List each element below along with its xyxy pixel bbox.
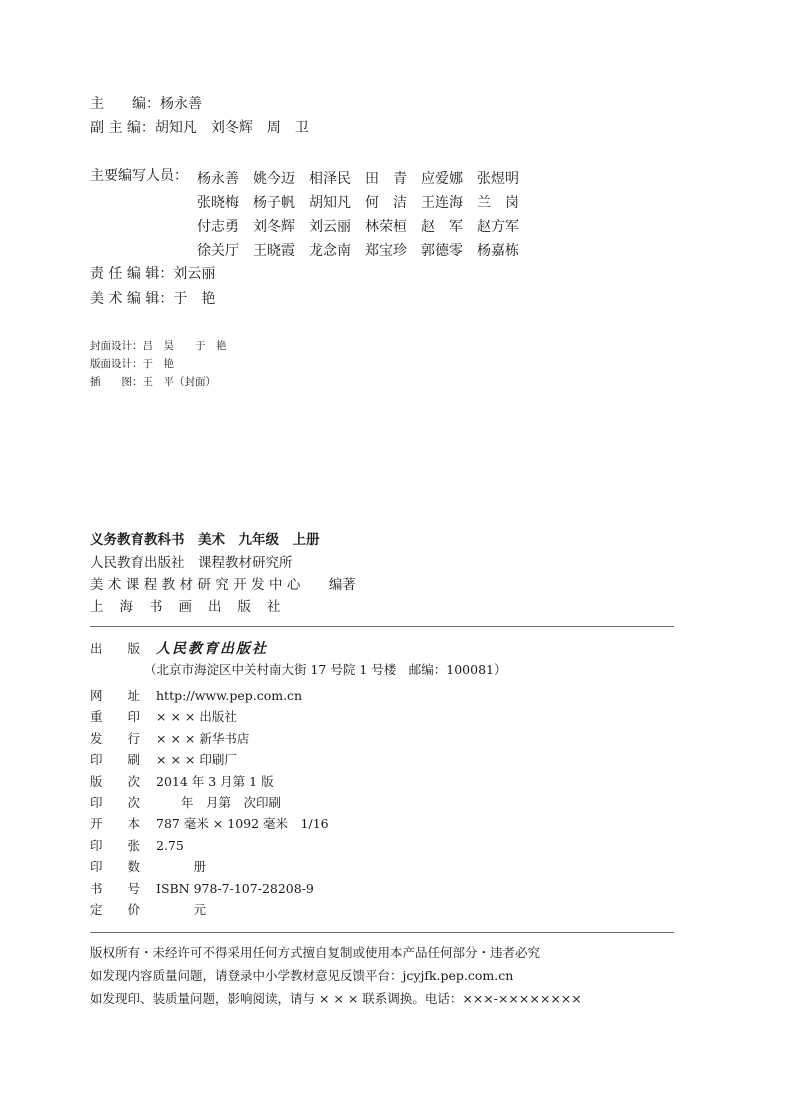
imprint-value: 2.75: [156, 837, 184, 853]
imprint-value: × × × 新华书店: [156, 730, 250, 746]
responsible-editor-value: 刘云丽: [173, 266, 216, 282]
publisher-address: （北京市海淀区中关村南大街 17 号院 1 号楼 邮编：100081）: [144, 662, 507, 677]
imprint-row: [90, 899, 329, 920]
imprint-label: 重 印: [90, 709, 141, 725]
content-feedback-notice: 如发现内容质量问题，请登录中小学教材意见反馈平台：jcyjfk.pep.com.cn: [90, 968, 514, 983]
writer-name: 郭德零: [421, 243, 463, 259]
imprint-label: 书 号: [90, 880, 141, 896]
writer-name: 杨子帆: [253, 195, 295, 211]
imprint-row: [90, 792, 329, 813]
imprint-row: [90, 835, 329, 856]
cover-design-credit: 封面设计：吕 昊 于 艳: [90, 340, 227, 352]
writer-name: 何 洁: [365, 195, 407, 211]
deputy-editor-line: [90, 119, 309, 137]
imprint-label: 印 张: [90, 837, 141, 853]
chief-editor-label: 主 编：: [90, 96, 160, 112]
copyright-notice: 版权所有・未经许可不得采用任何方式擅自复制或使用本产品任何部分・违者必究: [90, 945, 541, 960]
imprint-table: [90, 685, 329, 920]
writer-name: 兰 岗: [477, 195, 519, 211]
writers-row: [197, 167, 533, 191]
writer-name: 应爱娜: [421, 171, 463, 187]
imprint-value: 2014 年 3 月第 1 版: [156, 773, 274, 789]
writer-name: 林荣桓: [365, 219, 407, 235]
writer-name: 王晓霞: [253, 243, 295, 259]
writers-grid: [197, 167, 533, 263]
writers-row: [197, 191, 533, 215]
writer-name: 郑宝珍: [365, 243, 407, 259]
writers-row: [197, 215, 533, 239]
imprint-value: ISBN 978-7-107-28208-9: [156, 880, 314, 896]
imprint-label: 出 版: [90, 641, 141, 656]
imprint-value: http://www.pep.com.cn: [156, 688, 303, 703]
writer-name: 付志勇: [197, 219, 239, 235]
writer-name: 胡知凡: [309, 195, 351, 211]
divider-top: [90, 626, 674, 627]
art-editor-label: 美 术 编 辑：: [90, 291, 174, 307]
imprint-row: [90, 856, 329, 877]
imprint-row: [90, 685, 329, 706]
imprint-row: [90, 728, 329, 749]
imprint-publisher-line: [90, 641, 268, 657]
print-feedback-notice: 如发现印、装质量问题，影响阅读，请与 × × × 联系调换。电话：×××-××××××××: [90, 991, 582, 1006]
imprint-row: [90, 749, 329, 770]
writer-name: 龙念南: [309, 243, 351, 259]
chief-editor-value: 杨永善: [160, 96, 202, 112]
imprint-value: 年 月第 次印刷: [156, 795, 282, 811]
chief-editor-line: [90, 95, 202, 113]
divider-bottom: [90, 932, 674, 933]
writer-name: 杨嘉栋: [477, 243, 519, 259]
imprint-value: 册: [156, 859, 207, 875]
publisher-logo: 人民教育出版社: [156, 641, 268, 657]
book-org-2: 美术课程教材研究开发中心: [90, 577, 305, 593]
writer-name: 刘云丽: [309, 219, 351, 235]
imprint-value: 787 毫米 × 1092 毫米 1/16: [156, 816, 329, 832]
imprint-label: 发 行: [90, 730, 141, 746]
imprint-row: [90, 878, 329, 899]
illustration-credit: 插 图：王 平（封面）: [90, 376, 216, 388]
writer-name: 相泽民: [309, 171, 351, 187]
writer-name: 田 青: [365, 171, 407, 187]
writer-name: 张晓梅: [197, 195, 239, 211]
book-series-title: 义务教育教科书 美术 九年级 上册: [90, 532, 320, 548]
book-org-1: 人民教育出版社 课程教材研究所: [90, 555, 293, 571]
imprint-row: [90, 813, 329, 834]
imprint-value: × × × 出版社: [156, 709, 237, 725]
writer-name: 王连海: [421, 195, 463, 211]
imprint-row: [90, 706, 329, 727]
imprint-value: × × × 印刷厂: [156, 752, 237, 768]
layout-design-credit: 版面设计：于 艳: [90, 358, 174, 370]
art-editor-line: [90, 290, 215, 308]
deputy-editor-value: 胡知凡 刘冬辉 周 卫: [154, 120, 309, 136]
book-org-3: 上海书画出版社: [90, 599, 297, 615]
imprint-label: 开 本: [90, 816, 141, 832]
imprint-label: 网 址: [90, 688, 141, 703]
imprint-row: [90, 771, 329, 792]
writer-name: 赵 军: [421, 219, 463, 235]
book-org-2-suffix: 编著: [328, 577, 356, 593]
writer-name: 杨永善: [197, 171, 239, 187]
writers-label: 主要编写人员：: [90, 168, 188, 184]
writer-name: 赵方军: [477, 219, 519, 235]
responsible-editor-label: 责 任 编 辑：: [90, 266, 174, 282]
writers-row: [197, 239, 533, 263]
imprint-label: 印 刷: [90, 752, 141, 768]
writer-name: 姚今迈: [253, 171, 295, 187]
deputy-editor-label: 副 主 编：: [90, 120, 155, 136]
imprint-label: 印 次: [90, 795, 141, 811]
writer-name: 徐关厅: [197, 243, 239, 259]
book-org-2-line: [90, 576, 356, 594]
writer-name: 张煜明: [477, 171, 519, 187]
imprint-label: 印 数: [90, 859, 141, 875]
imprint-label: 版 次: [90, 773, 141, 789]
art-editor-value: 于 艳: [173, 291, 216, 307]
responsible-editor-line: [90, 265, 215, 283]
writer-name: 刘冬辉: [253, 219, 295, 235]
imprint-label: 定 价: [90, 902, 141, 918]
imprint-value: 元: [156, 902, 207, 918]
